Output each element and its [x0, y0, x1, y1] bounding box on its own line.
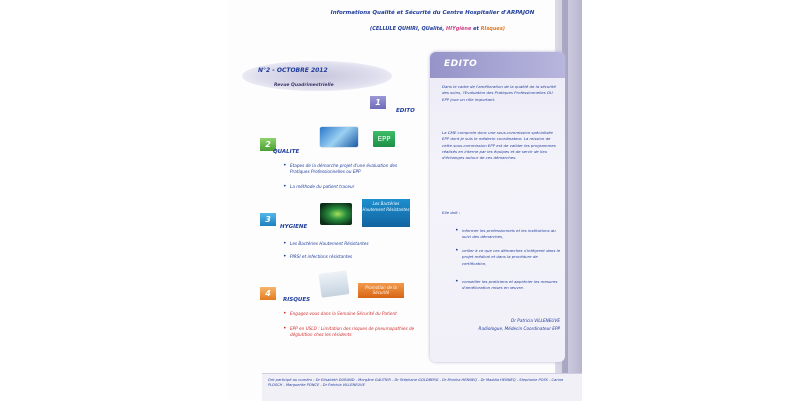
risques-item-1: • Engagez-vous dans la Semaine Sécurité du Patient: [283, 310, 397, 317]
edito-list-item-2: • veiller à ce que ces démarches s'intègrent dans le projet médical et dans la procédure de certification,: [455, 247, 561, 266]
issue-periodicity: Revue Quadrimestrielle: [274, 83, 334, 88]
qualite-illustration: [320, 127, 358, 147]
hygiene-topic-box: Les Bactéries Hautement Résistantes: [362, 199, 410, 227]
section-title-qualite: QUALITE: [273, 149, 300, 155]
edito-list-item-1: • informer les professionnels et les institutions du suivi des démarches,: [455, 227, 556, 240]
edito-paragraph-1: Dans le cadre de l'amélioration de la qualité de la sécurité des soins, l'Evaluation des Pratiques Professionnelles OU EPP joue un rôle important.: [442, 84, 556, 102]
section-number-edito: 1: [370, 96, 386, 109]
qualite-item-1: • Etapes de la démarche projet d'une évaluation des Pratiques Professionnelles ou EPP: [283, 162, 398, 175]
edito-signature-name: Dr Patricia VILLENEUVE: [510, 318, 560, 323]
qualite-item-2: • La méthode du patient traceur: [283, 183, 355, 190]
header-subtitle: (CELLULE QUHIRI, QUalité, HIYgiène et RIsques): [369, 26, 506, 32]
section-number-hygiene: 3: [260, 213, 276, 226]
section-title-risques: RISQUES: [283, 297, 311, 303]
section-title-hygiene: HYGIENE: [280, 224, 308, 230]
section-number-qualite: 2: [260, 138, 276, 151]
risques-topic-box: Promotion de la Sécurité: [358, 283, 404, 298]
edito-signature-role: Radiologue, Médecin Coordinateur EPP: [478, 326, 560, 331]
risques-item-2: • EPP en USLD : Limitation des risques de pneumopathies de déglutition chez les résidents: [283, 325, 415, 338]
hygiene-item-2: • PIRSI et infections résistantes: [283, 253, 353, 260]
section-number-risques: 4: [260, 287, 276, 300]
bacteria-illustration: [320, 203, 352, 225]
credits-text: Ont participé au numéro : Dr Elisabeth DURAND - Morgâne GAUTIER - Dr Stéphane GOLDBERG - Dr Monika HENNEQ - Dr Maddia HENNEQ - Stephanie POSS - Carine PLOSCH - Marguerite PONCE - Dr Patricia VILLENEUVE: [268, 378, 564, 388]
edito-paragraph-2: La CME comporte donc une sous-commission spécialisée EPP dont je suis le médecin coordinateur. La mission de cette sous-commission EPP est de valider les programmes réalisés en interne par les équipes et de servir de lieu d'échanges autour de ces démarches.: [442, 130, 556, 161]
risques-illustration: [318, 270, 349, 298]
edito-list-item-3: • conseiller les praticiens et apprécier les mesures d'amélioration mises en œuvre.: [455, 278, 558, 291]
edito-paragraph-3: Elle doit :: [442, 210, 461, 215]
hygiene-item-1: • Les Bactéries Hautement Résistantes: [283, 240, 369, 247]
edito-panel-heading: EDITO: [444, 59, 478, 69]
section-title-edito: EDITO: [396, 108, 415, 114]
issue-number: N°2 - OCTOBRE 2012: [258, 67, 328, 74]
header-title: Informations Qualité et Sécurité du Centre Hospitalier d'ARPAJON: [330, 10, 535, 16]
epp-badge: EPP: [373, 131, 395, 147]
